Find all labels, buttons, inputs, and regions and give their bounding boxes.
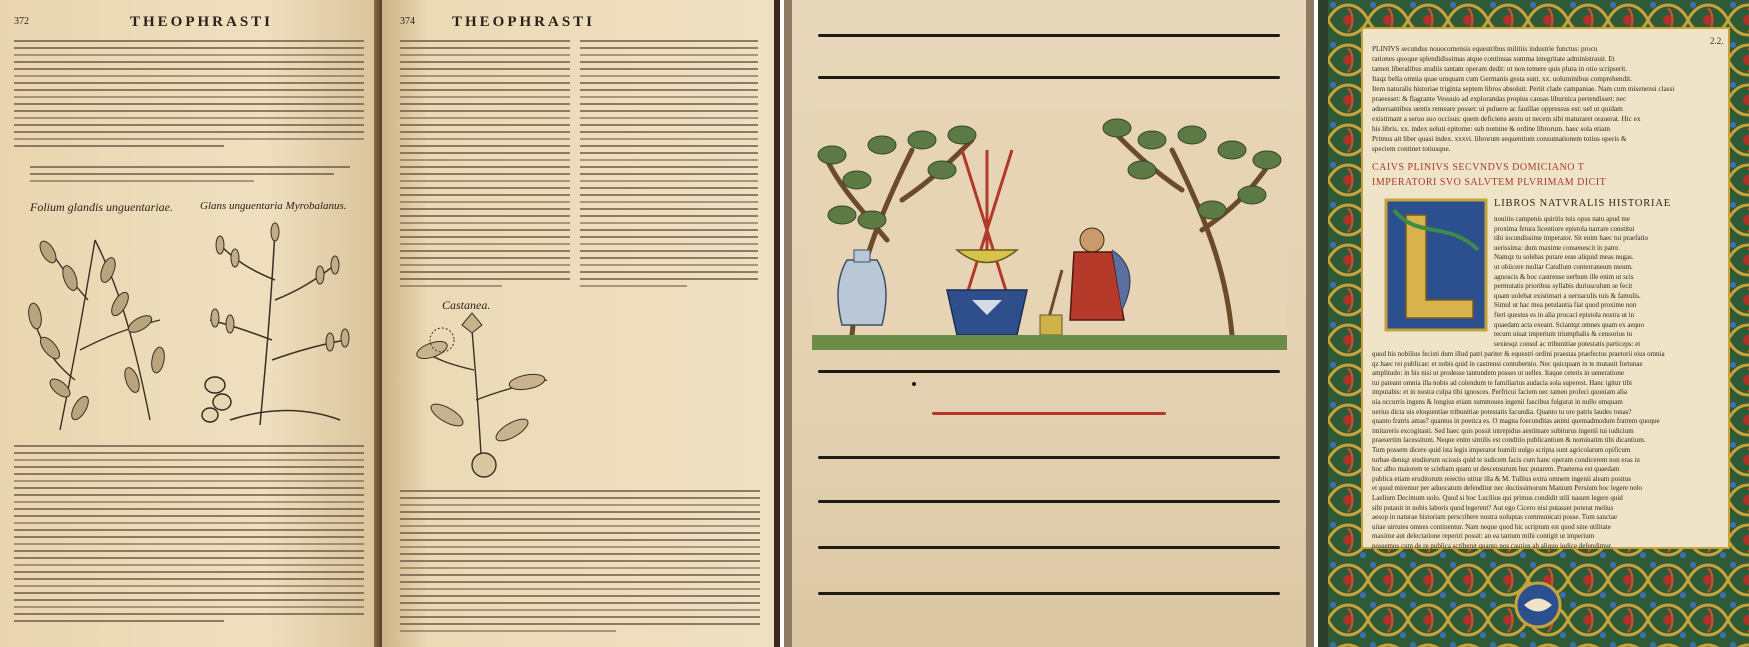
manuscript-text-line: uerius dicta uis eloquentiae tribunitiae potestatis facundia. Quanto tu ore patris laudes tonas?	[1372, 407, 1632, 416]
manuscript-text-line: uerissima: dum maxime consenescit in patre.	[1494, 243, 1620, 252]
manuscript-text-line: aesop in naturae historiam perscribere nostra uoluptas communicati posse. Tum sanctae	[1372, 513, 1618, 522]
text-line	[580, 236, 758, 238]
miniature-painting	[812, 110, 1287, 350]
text-line	[14, 452, 364, 454]
text-line	[580, 194, 758, 196]
text-line	[14, 473, 364, 475]
text-line	[580, 278, 758, 280]
text-line	[14, 599, 364, 601]
body-text-full-width	[1372, 350, 1724, 551]
text-line	[580, 173, 758, 175]
arabic-line	[818, 546, 1280, 549]
text-line	[400, 257, 570, 259]
arabic-line	[818, 34, 1280, 37]
text-line	[14, 529, 364, 531]
arabic-line	[818, 76, 1280, 79]
text-line	[14, 592, 364, 594]
text-line	[580, 250, 758, 252]
text-line	[14, 522, 364, 524]
manuscript-text-line: praesertim lacessitum. Neque enim similis est conditio publicantium & nominatim tibi dicantium.	[1372, 436, 1646, 445]
manuscript-text-line: sibi putauit in nobis laboris quod legerent? Aut ego Cicero nisi putasset poterat melius	[1372, 503, 1614, 512]
text-line	[14, 445, 364, 447]
manuscript-text-line: imputabis: et in nostra culpa tibi ignosces. Perfricui faciem nec tamen profeci quoniam alia	[1372, 388, 1628, 397]
castanea-plant-engraving	[402, 310, 562, 480]
text-line	[400, 546, 760, 548]
right-column-b-text	[580, 40, 758, 292]
manuscript-text-line: imitareris excogitasti. Sed haec quis possit intrepidus aestimare subiturus ingenii tui iudicium	[1372, 426, 1634, 435]
text-line	[14, 459, 364, 461]
text-line	[14, 40, 364, 42]
caption-castanea: Castanea.	[442, 298, 491, 312]
arabic-line	[818, 370, 1280, 373]
text-line	[580, 180, 758, 182]
text-line	[14, 515, 364, 517]
manuscript-text-line: PLINIVS secundus nouocomensis equestribus militiis industrie functus: procu	[1372, 45, 1598, 53]
manuscript-text-line: permutatis prioribus syllabis duriusculum se fecit	[1494, 282, 1633, 291]
text-line	[400, 623, 760, 625]
text-line	[400, 525, 760, 527]
text-line	[400, 208, 570, 210]
text-line	[400, 159, 570, 161]
text-line	[14, 47, 364, 49]
folium-plant-engraving	[20, 220, 180, 435]
text-line	[580, 68, 758, 70]
text-line	[400, 581, 760, 583]
manuscript-text-line: tecum uiuat imperium triumphalis & censorius tu	[1494, 330, 1633, 339]
text-line	[14, 564, 364, 566]
text-line	[580, 222, 758, 224]
text-line	[400, 236, 570, 238]
text-line	[400, 602, 760, 604]
text-line	[400, 574, 760, 576]
text-line	[400, 47, 570, 49]
text-line	[400, 560, 760, 562]
text-line	[14, 110, 364, 112]
book-title: LIBROS NATVRALIS HISTORIAE	[1494, 198, 1671, 209]
text-line	[30, 180, 254, 182]
text-line	[400, 180, 570, 182]
caption-folium: Folium glandis unguentariae.	[30, 200, 173, 214]
text-line	[580, 201, 758, 203]
text-line	[400, 166, 570, 168]
text-line	[400, 152, 570, 154]
text-line	[580, 229, 758, 231]
text-line	[400, 553, 760, 555]
text-line	[400, 567, 760, 569]
illuminated-panel	[1318, 0, 1749, 647]
glans-plant-engraving	[190, 220, 360, 435]
text-line	[400, 250, 570, 252]
manuscript-text-line: Laelium Decimum uolo. Quod si hoc Lucilius qui primus condidit stili nasum legere quid	[1372, 493, 1623, 502]
text-line	[14, 550, 364, 552]
text-line	[14, 585, 364, 587]
text-line	[400, 75, 570, 77]
text-line	[400, 264, 570, 266]
text-line	[580, 117, 758, 119]
text-line	[400, 40, 570, 42]
text-line	[14, 571, 364, 573]
manuscript-text-line: hoc albo maiorem te sciebam quam ut descensurum huc putarem. Praeterea est quaedam	[1372, 465, 1620, 474]
text-line	[14, 487, 364, 489]
text-line	[580, 103, 758, 105]
text-line	[400, 68, 570, 70]
text-line	[400, 194, 570, 196]
manuscript-text-line: praeesset: & flagrante Vesuuio ad explorandas propius causas liburnica pertendisset: nec	[1372, 95, 1627, 103]
text-line	[580, 96, 758, 98]
text-line	[580, 145, 758, 147]
manuscript-text-line: turbae deniqz studiorum ociosis quid te iudicem facis cum hanc operam condicerem non eras in	[1372, 455, 1640, 464]
text-line	[14, 536, 364, 538]
text-line	[400, 630, 616, 632]
manuscript-text-line: qz haec rei publicae: et nobis quid in castrensi contubernio. Nec quicquam in te mutauit fortunae	[1372, 359, 1643, 368]
text-line	[400, 243, 570, 245]
text-line	[400, 96, 570, 98]
text-line	[580, 285, 687, 287]
text-line	[580, 89, 758, 91]
text-line	[400, 54, 570, 56]
text-line	[580, 271, 758, 273]
arabic-line	[818, 592, 1280, 595]
right-book-page	[382, 0, 774, 647]
red-heading	[1372, 160, 1727, 190]
text-line	[14, 494, 364, 496]
text-line	[14, 54, 364, 56]
text-line	[14, 75, 364, 77]
text-line	[14, 145, 224, 147]
caption-glans: Glans unguentaria Myrobalanus.	[200, 200, 347, 212]
manuscript-text-line: uitae uirtutes omnes continentur. Nam neque quod hic scriptum est quod sine utilitate	[1372, 522, 1611, 531]
text-line	[580, 159, 758, 161]
text-line	[580, 40, 758, 42]
text-line	[14, 138, 364, 140]
left-top-text	[14, 40, 364, 152]
manuscript-text-line: quaedam acta exeant. Sciantqz omnes quam ex aequo	[1494, 320, 1645, 329]
manuscript-text-line: existimant a seruo suo occisus: quem deficiens aestu ut necem sibi maturaret orauerat. Hic ex	[1372, 115, 1641, 123]
text-line	[14, 82, 364, 84]
text-line	[580, 166, 758, 168]
manuscript-text-line: sexiesqz consul ac tribunitiae potestatis particeps: et	[1494, 339, 1641, 348]
text-line	[14, 508, 364, 510]
manuscript-text-line: amplitudo: in his nisi ut prodesse tantundem posses ut uelles. Itaque ceteris in ueneratione	[1372, 369, 1624, 378]
folio-number: 2.2.	[1710, 36, 1724, 46]
text-line	[580, 138, 758, 140]
manuscript-text-line: nouitiu campenis quiritis tuis opus natu apud me	[1494, 215, 1630, 223]
text-line	[580, 47, 758, 49]
manuscript-text-line: et quod miremur per aduocatum defenditur nec doctissimorum Manium Persium hoc legere nolo	[1372, 484, 1643, 493]
manuscript-text-line: Namqz tu solebas putare esse aliquid meas nugas.	[1494, 253, 1634, 262]
manuscript-text-line: tamen liberalibus studiis tantam operam dedit: ut non temere quis plura in otio scripserit.	[1372, 65, 1628, 73]
left-page-number: 372	[14, 16, 29, 27]
arabic-line	[818, 456, 1280, 459]
text-line	[580, 208, 758, 210]
text-line	[400, 609, 760, 611]
text-line	[400, 285, 502, 287]
manuscript-text-line: agnoscis & hoc castrense uerbum ille enim ut scis	[1494, 272, 1634, 281]
manuscript-text-line: quod his nobilius fecisti dum illud patri pariter & equestri ordini praestas praefectus praetorii eius omnia	[1372, 350, 1665, 358]
text-line	[580, 54, 758, 56]
text-line	[400, 82, 570, 84]
text-line	[400, 490, 760, 492]
text-line	[400, 532, 760, 534]
text-line	[14, 124, 364, 126]
text-line	[14, 131, 364, 133]
text-line	[400, 278, 570, 280]
manuscript-text-line: CAIVS PLINIVS SECVNDVS DOMICIANO T	[1372, 162, 1585, 173]
text-line	[400, 215, 570, 217]
text-line	[400, 616, 760, 618]
text-line	[400, 89, 570, 91]
text-line	[400, 124, 570, 126]
text-line	[580, 243, 758, 245]
text-line	[580, 131, 758, 133]
book-panel	[0, 0, 780, 647]
text-line	[14, 606, 364, 608]
manuscript-text-line: uia occurris ingens & longius etiam summoues ingenii fascibus fulgurat in nullo umquam	[1372, 397, 1623, 406]
text-line	[30, 166, 350, 168]
manuscript-text-line: Tum possem dicere quid ista legis imperator humili uulgo scripta sunt agricolarum opificum	[1372, 445, 1631, 454]
manuscript-text-line: IMPERATORI SVO SALVTEM PLVRIMAM DICIT	[1372, 177, 1607, 188]
left-mid-text	[30, 166, 350, 187]
text-line	[14, 613, 364, 615]
manuscript-page	[792, 0, 1306, 647]
text-line	[580, 257, 758, 259]
text-line	[580, 82, 758, 84]
text-line	[580, 152, 758, 154]
text-line	[400, 201, 570, 203]
manuscript-text-line: rationes quoque splendidissimas atque continuas summa integritate administrauit. Et	[1372, 55, 1615, 63]
text-line	[400, 173, 570, 175]
text-line	[400, 588, 760, 590]
text-line	[580, 215, 758, 217]
text-line	[14, 578, 364, 580]
text-line	[14, 480, 364, 482]
text-line	[14, 61, 364, 63]
manuscript-text-line: Primus ait liber quasi index. xxxvi. librorum sequentium consumationem totius operis &	[1372, 135, 1627, 143]
left-running-head: THEOPHRASTI	[130, 14, 274, 30]
text-line	[580, 264, 758, 266]
manuscript-text-line: possemus cum de re publica scriberet quanto nos cautius ab aliquo iudice defendimur.	[1372, 541, 1613, 550]
right-page-number: 374	[400, 16, 415, 27]
manuscript-text-line: tibi iocundissime imperator. Sit enim haec tui praefatio	[1494, 234, 1648, 243]
manuscript-panel	[784, 0, 1314, 647]
text-line	[580, 187, 758, 189]
manuscript-text-line: quanto fratris amas? quantus in poetica es. O magna foecunditas animi quemadmodum fratrem quoque	[1372, 417, 1660, 426]
text-line	[580, 110, 758, 112]
right-running-head: THEOPHRASTI	[452, 14, 596, 30]
manuscript-text-line: his libris. xx. index ueluti epitome: sub nomine & ordine librorum. haec sola etiam	[1372, 125, 1610, 133]
text-line	[580, 124, 758, 126]
arabic-line	[818, 500, 1280, 503]
text-line	[400, 145, 570, 147]
manuscript-text-line: Simul ut hac mea petulantia fiat quod proxime non	[1494, 301, 1637, 310]
right-bottom-text	[400, 490, 760, 637]
text-line	[400, 117, 570, 119]
manuscript-text-line: maxime aut delectatione reperiri possit: an ea tantum mihi contigit ut imperium	[1372, 532, 1595, 541]
text-line	[14, 89, 364, 91]
text-line	[400, 222, 570, 224]
manuscript-text-line: aduersantibus uentis remeare posset: ui puluere ac fauillae oppressus est: uel ut quidam	[1372, 105, 1623, 113]
text-line	[14, 543, 364, 545]
text-line	[14, 620, 224, 622]
text-line	[14, 68, 364, 70]
text-line	[580, 61, 758, 63]
arabic-dot	[912, 382, 916, 386]
text-line	[400, 229, 570, 231]
right-column-a-text	[400, 40, 570, 292]
text-line	[400, 103, 570, 105]
body-text-beside-initial	[1494, 215, 1722, 349]
text-line	[400, 110, 570, 112]
intro-text	[1372, 44, 1727, 154]
manuscript-text-line: Itaqz bella omnia quae umquam cum Germanis gesta sunt. xx. uoluminibus comprehendit.	[1372, 75, 1632, 83]
text-line	[14, 557, 364, 559]
manuscript-text-line: fieri questus es in alia procaci epistola nostra ut in	[1494, 310, 1635, 319]
text-line	[400, 504, 760, 506]
text-line	[14, 117, 364, 119]
text-line	[400, 187, 570, 189]
text-line	[400, 511, 760, 513]
text-line	[14, 466, 364, 468]
text-line	[14, 96, 364, 98]
text-line	[400, 595, 760, 597]
text-line	[400, 497, 760, 499]
left-book-page	[0, 0, 378, 647]
text-line	[400, 131, 570, 133]
manuscript-text-line: tui pateant omnia illa nobis ad colendum te familiarius audacia sola superest. Hanc igitur tibi	[1372, 378, 1632, 387]
manuscript-text-line: publica etiam eruditorum reiectio utitur illa & M. Tullius extra omnem ingenii aleam positus	[1372, 474, 1631, 483]
manuscript-text-line: ut obiicere moliar Catullum conterraneum meum.	[1494, 262, 1633, 271]
manuscript-text-line: Item naturalis historiae triginta septem libros absoluit. Periit clade campaniae. Nam cum misenensi classi	[1372, 85, 1675, 93]
text-line	[400, 539, 760, 541]
text-line	[400, 271, 570, 273]
text-line	[14, 103, 364, 105]
text-line	[30, 173, 334, 175]
text-line	[400, 61, 570, 63]
left-bottom-text	[14, 445, 364, 627]
text-line	[400, 518, 760, 520]
text-line	[400, 138, 570, 140]
manuscript-text-line: proxima fetura licentiore epistola narrare constitui	[1494, 224, 1635, 233]
manuscript-text-line: quam uolebat existimari a uernaculis tuis & famulis.	[1494, 291, 1641, 300]
manuscript-text-line: speciem continet totiusque.	[1372, 145, 1451, 153]
red-rubric	[932, 412, 1166, 415]
text-line	[14, 501, 364, 503]
text-line	[580, 75, 758, 77]
